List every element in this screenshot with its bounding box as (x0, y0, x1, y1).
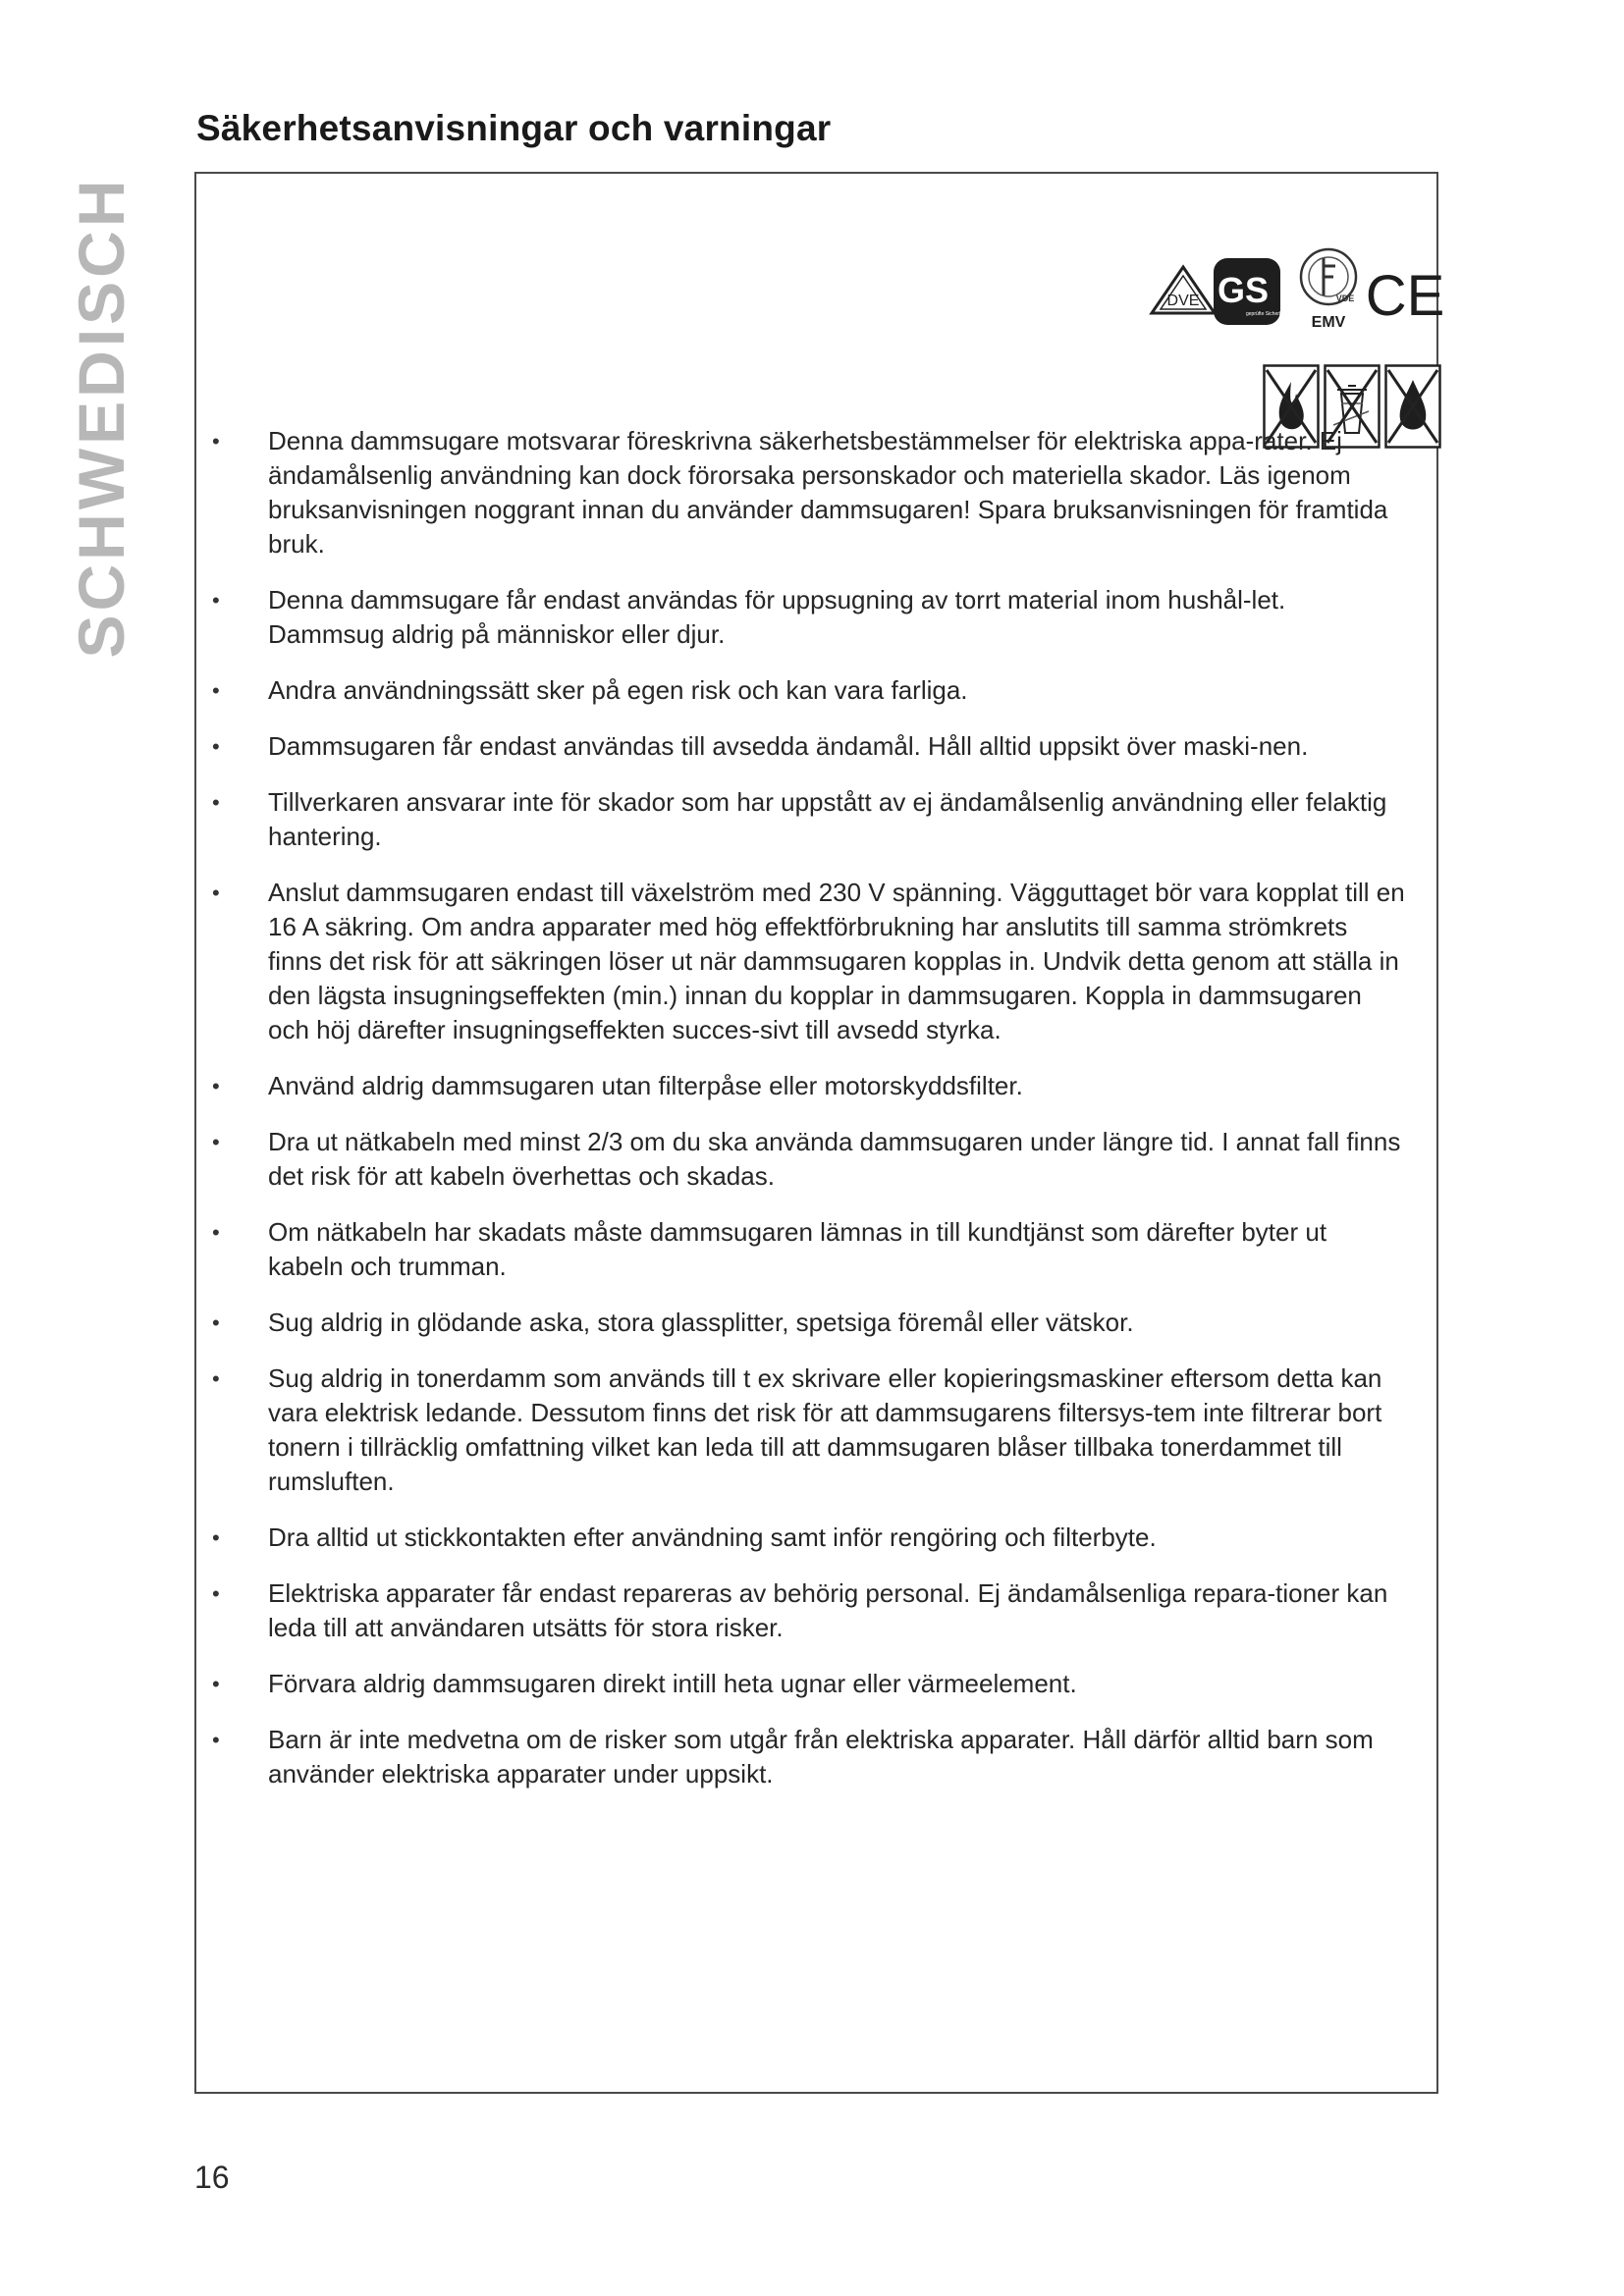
safety-content-box (194, 172, 1445, 2094)
emv-logo-text: EMV (1311, 314, 1346, 331)
gs-logo-subtext: geprüfte Sicherheit (1246, 311, 1287, 317)
safety-instructions-list (212, 424, 1405, 1813)
page-title: Säkerhetsanvisningar och varningar (196, 108, 832, 148)
list-item: • Dra ut nätkabeln med minst 2/3 om du ska använda dammsugaren under längre tid. I annat fall finns det risk för att kabeln överhettas och skadas. (212, 1125, 1405, 1194)
list-item: • Använd aldrig dammsugaren utan filterpåse eller motorskyddsfilter. (212, 1069, 1405, 1103)
list-item: • Andra användningssätt sker på egen risk och kan vara farliga. (212, 673, 1405, 708)
vde-logo-text: VDE (1335, 294, 1355, 303)
list-item: • Denna dammsugare motsvarar föreskrivna säkerhetsbestämmelser för elektriska appa-rater. Ej ändamålsenlig användning kan dock förorsaka personskador och materiella skador. Läs igenom bruksanvisningen noggrant innan du använder dammsugaren! Spara bruksanvisningen för framtida bruk. (212, 424, 1405, 561)
side-language-text: SCHWEDISCH (65, 176, 137, 659)
list-item: • Förvara aldrig dammsugaren direkt intill heta ugnar eller värmeelement. (212, 1667, 1405, 1701)
list-item: • Dammsugaren får endast användas till avsedda ändamål. Håll alltid uppsikt över maski-nen. (212, 729, 1405, 764)
page-number: 16 (194, 2160, 230, 2195)
list-item: • Elektriska apparater får endast repareras av behörig personal. Ej ändamålsenliga repara-tioner kan leda till att användaren utsätts för stora risker. (212, 1576, 1405, 1645)
list-item: • Anslut dammsugaren endast till växelström med 230 V spänning. Vägguttaget bör vara kopplat till en 16 A säkring. Om andra apparater med hög effektförbrukning har anslutits till samma strömkrets finns det risk för att säkringen löser ut när dammsugaren kopplas in. Undvik detta genom att ställa in den lägsta insugningseffekten (min.) innan du kopplar in dammsugaren. Koppla in dammsugaren och höj därefter insugningseffekten succes-sivt till avsedd styrka. (212, 876, 1405, 1047)
list-item: • Sug aldrig in tonerdamm som används till t ex skrivare eller kopieringsmaskiner eftersom detta kan vara elektrisk ledande. Dessutom finns det risk för att dammsugarens filtersys-tem inte filtrerar bort tonern i tillräcklig omfattning vilket kan leda till att dammsugaren blåser tillbaka tonerdammet till rumsluften. (212, 1362, 1405, 1499)
list-item: • Tillverkaren ansvarar inte för skador som har uppstått av ej ändamålsenlig användning eller felaktig hantering. (212, 785, 1405, 854)
list-item: • Sug aldrig in glödande aska, stora glassplitter, spetsiga föremål eller vätskor. (212, 1306, 1405, 1340)
dve-logo-text: DVE (1166, 293, 1200, 309)
vde-emv-logo (1294, 242, 1363, 335)
list-item: • Dra alltid ut stickkontakten efter användning samt inför rengöring och filterbyte. (212, 1521, 1405, 1555)
dve-logo (1149, 264, 1218, 321)
side-language-label (57, 176, 145, 659)
list-item: • Barn är inte medvetna om de risker som utgår från elektriska apparater. Håll därför alltid barn som använder elektriska apparater under uppsikt. (212, 1723, 1405, 1791)
ce-mark-text: CE (1365, 264, 1445, 328)
gs-logo-text: GS (1217, 270, 1270, 310)
ce-mark (1365, 262, 1445, 328)
gs-logo (1212, 256, 1287, 327)
list-item: • Denna dammsugare får endast användas för uppsugning av torrt material inom hushål-let. Dammsug aldrig på människor eller djur. (212, 583, 1405, 652)
list-item: • Om nätkabeln har skadats måste dammsugaren lämnas in till kundtjänst som därefter byter ut kabeln och trumman. (212, 1215, 1405, 1284)
